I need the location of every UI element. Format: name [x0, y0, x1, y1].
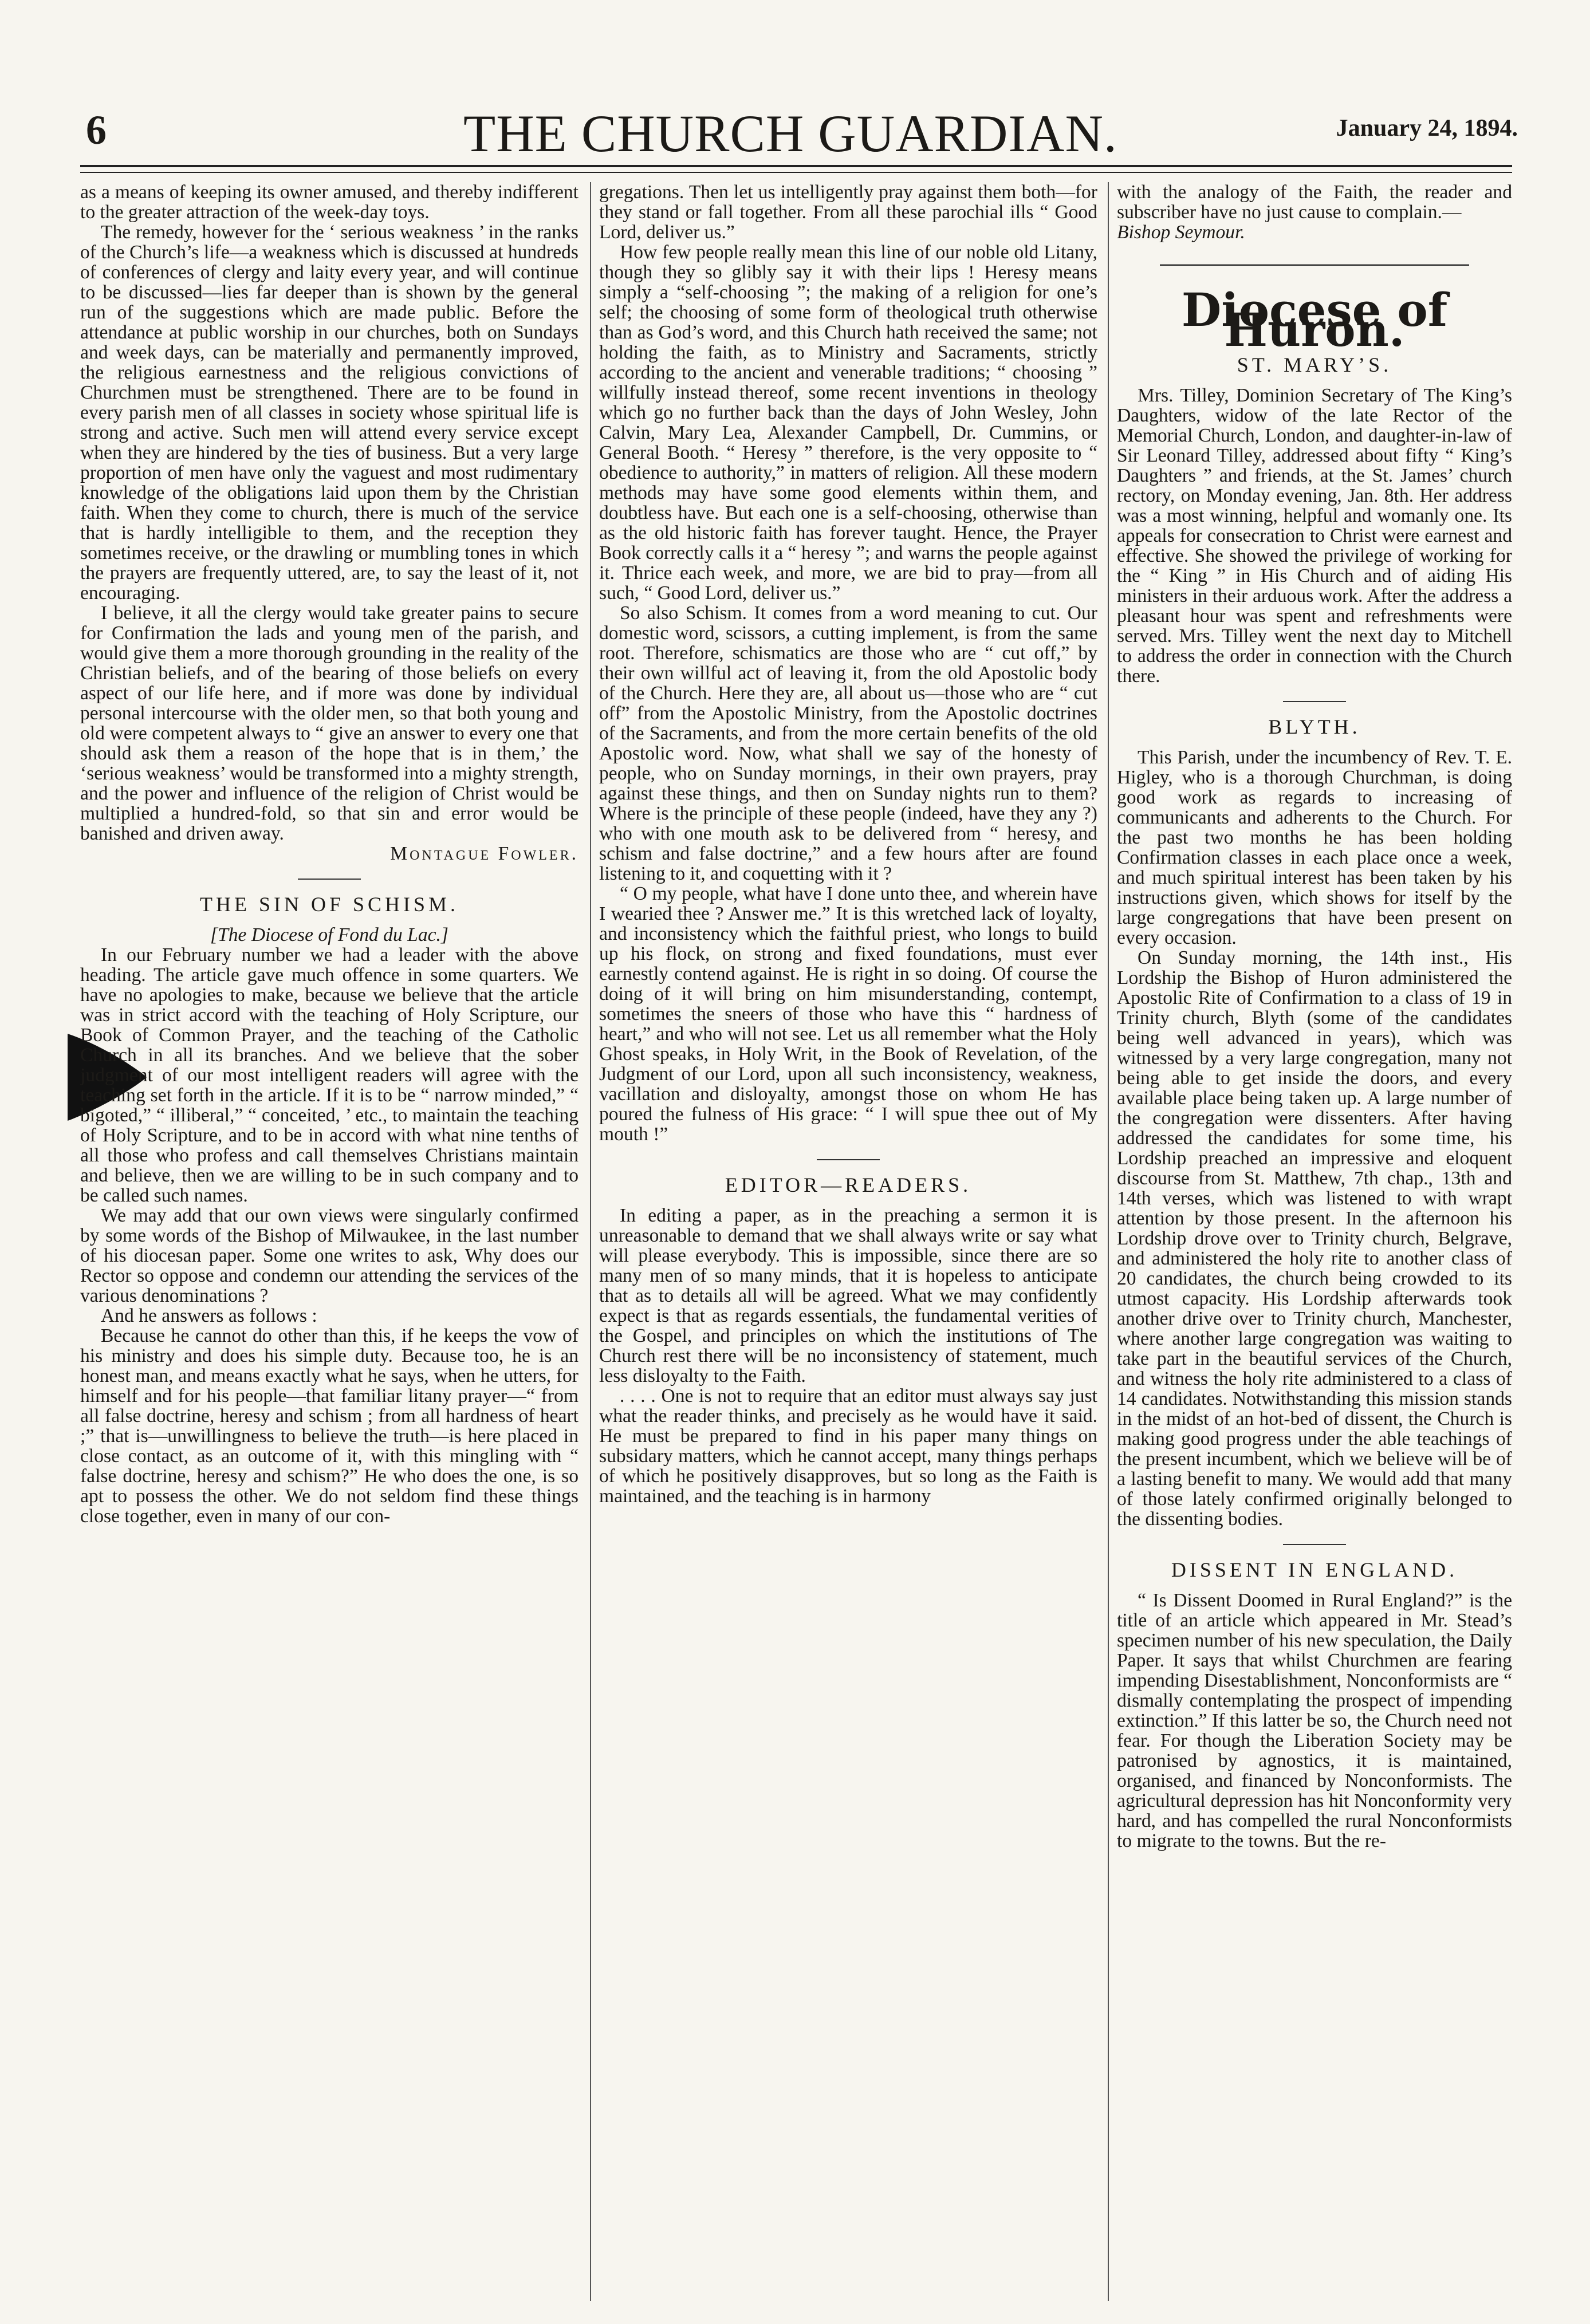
- signature-bishop-seymour: Bishop Seymour.: [1117, 222, 1245, 243]
- masthead-rule-lower: [80, 172, 1512, 173]
- section-rule: [817, 1159, 880, 1160]
- heading-diocese-of-huron: Diocese of Huron.: [1181, 283, 1448, 357]
- left-paragraph-3: I believe, it all the clergy would take greater pains to secure for Confirmation the lads and young men of the parish, and would give them a more thorough grounding in the reality of the Christian beliefs, and of the bearing of those beliefs on every aspect of our life here, and if more was done by individual personal intercourse with the older men, so that both young and old were competent always to “ give an answer to every one that should ask them a reason of the hope that is in them,’ the ‘serious weakness’ would be transformed into a mighty strength, and the power and influence of the religion of Christ would be multiplied a hundred-fold, so that sin and error would be banished and driven away.: [80, 602, 578, 844]
- right-paragraph-3: This Parish, under the incumbency of Rev. T. E. Higley, who is a thorough Churchman, is doing good work as regards to increasing of communicants and adherents to the Church. For the past two months he has been holding Confirmation classes in each place once a week, and much spiritual interest has been taken by his instructions given, which shows for itself by the large congregations that have been present on every occasion.: [1117, 747, 1512, 948]
- heading-editor-readers: EDITOR—READERS.: [725, 1173, 972, 1196]
- middle-paragraph-5: In editing a paper, as in the preaching a sermon it is unreasonable to demand that we shall always write or say what will please everybody. This is impossible, since there are so many men of so many minds, that it is hopeless to anticipate that as to details all will be agreed. What we may confidently expect is that as regards essentials, the fundamental verities of the Gospel, and principles on which the institutions of The Church rest there will be no inconsistency of statement, much less disloyalty to the Faith.: [599, 1205, 1097, 1386]
- middle-paragraph-6: . . . . One is not to require that an editor must always say just what the reader thinks, and precisely as he would have it said. He must be prepared to find in his paper many things on subsidary matters, which he cannot accept, many things perhaps of which he positively disapproves, but so long as the Faith is maintained, and the teaching is in harmony: [599, 1385, 1097, 1507]
- left-paragraph-7: Because he cannot do other than this, if he keeps the vow of his ministry and does his simple duty. Because too, he is an honest man, and means exactly what he says, when he utters, for himself and for his people—that familiar litany prayer—“ from all false doctrine, heresy and schism ; from all hardness of heart ;” that is—unwillingness to believe the truth—is here placed in close contact, as an outcome of it, with this mingling with “ false doctrine, heresy and schism?” He who does the one, is so apt to possess the other. We do not seldom find these things close together, even in many of our con-: [80, 1325, 578, 1527]
- section-rule: [1283, 1544, 1346, 1545]
- middle-paragraph-1: gregations. Then let us intelligently pray against them both—for they stand or fall together. From all these parochial ills “ Good Lord, deliver us.”: [599, 182, 1097, 243]
- signature-montague-fowler: Montague Fowler.: [390, 843, 578, 864]
- heading-dissent-in-england: DISSENT IN ENGLAND.: [1171, 1558, 1458, 1581]
- right-paragraph-1: with the analogy of the Faith, the reader and subscriber have no just cause to complain.—: [1117, 182, 1512, 223]
- left-paragraph-1: as a means of keeping its owner amused, and thereby indifferent to the greater attraction of the week-day toys.: [80, 182, 578, 223]
- heading-st-marys: ST. MARY’S.: [1237, 353, 1392, 376]
- left-paragraph-4: In our February number we had a leader with the above heading. The article gave much offence in some quarters. We have no apologies to make, because we believe that the article was in strict accord with the teaching of Holy Scripture, our Book of Common Prayer, and the teaching of the Catholic Church in all its branches. And we believe that the sober judgment of our most intelligent readers will agree with the teaching set forth in the article. If it is to be “ narrow minded,” “ bigoted,” “ illiberal,” “ conceited, ’ etc., to maintain the teaching of Holy Scripture, and to be in accord with what nine tenths of all those who profess and call themselves Christians maintain and believe, then we are willing to be in such company and to be called such names.: [80, 944, 578, 1206]
- issue-date: January 24, 1894.: [1336, 115, 1518, 141]
- middle-paragraph-2: How few people really mean this line of our noble old Litany, though they so glibly say it with their lips ! Heresy means simply a “self-choosing ”; the making of a religion for one’s self; the choosing of some form of theological truth otherwise than as God’s word, and this Church hath received the same; not holding the faith, as to Ministry and Sacraments, strictly according to the ancient and venerable traditions; “ choosing ” willfully instead thereof, some recent inventions in theology which go no further back than the days of John Wesley, John Calvin, Mary Lea, Alexander Campbell, Dr. Cummins, or General Booth. “ Heresy ” therefore, is the very opposite to “ obedience to authority,” in matters of religion. All these modern methods may have some good elements within them, and doubtless have. But each one is a self-choosing, otherwise than as the old historic faith has forever taught. Hence, the Prayer Book correctly calls it a “ heresy ”; and warns the people against it. Thrice each week, and more, we are bid to pray—from all such, “ Good Lord, deliver us.”: [599, 242, 1097, 604]
- newspaper-title: THE CHURCH GUARDIAN.: [463, 104, 1117, 163]
- masthead: [63, 103, 1518, 166]
- column-middle: [599, 182, 1097, 2301]
- column-left: [80, 182, 578, 2301]
- masthead-rule: [80, 165, 1512, 167]
- left-paragraph-6: And he answers as follows :: [101, 1305, 317, 1326]
- right-paragraph-4: On Sunday morning, the 14th inst., His Lordship the Bishop of Huron administered the Apostolic Rite of Confirmation to a class of 19 in Trinity church, Blyth (some of the candidates being well advanced in years), which was witnessed by a very large congregation, many not being able to get inside the doors, and every available place being taken up. A large number of the congregation were dissenters. After having addressed the candidates for some time, his Lordship preached an impressive and eloquent discourse from St. Matthew, 7th chap., 13th and 14th verses, which was listened to with wrapt attention by those present. In the afternoon his Lordship drove over to Trinity church, Belgrave, and administered the holy rite to another class of 20 candidates, the church being crowded to its utmost capacity. His Lordship afterwards took another drive over to Trinity church, Manchester, where another large congregation was waiting to take part in the beautiful services of the Church, and witness the holy rite administered to a class of 14 candidates. Notwithstanding this mission stands in the midst of an hot-bed of dissent, the Church is making good progress under the able teachings of the present incumbent, which we believe will be of a lasting benefit to many. We would add that many of those lately confirmed originally belonged to the dissenting bodies.: [1117, 947, 1512, 1530]
- column-right: [1117, 182, 1512, 2301]
- left-paragraph-2: The remedy, however for the ‘ serious weakness ’ in the ranks of the Church’s life—a weakness which is discussed at hundreds of conferences of clergy and laity every year, and will continue to be discussed—lies far deeper than is shown by the general run of the suggestions which are made public. Before the attendance at public worship in our churches, both on Sundays and week days, can be materially and permanently improved, the religious earnestness and the religious convictions of Churchmen must be strengthened. There are to be found in every parish men of all classes in society whose spiritual life is strong and active. Such men will attend every service except when they are hindered by the ties of business. But a very large proportion of men have only the vaguest and most rudimentary knowledge of the obligations laid upon them by the Christian faith. When they come to church, there is much of the service that is hardly intelligible to them, and the reception they sometimes receive, or the drawling or mumbling tones in which the prayers are frequently uttered, are, to say the least of it, not encouraging.: [80, 222, 578, 604]
- right-paragraph-5: “ Is Dissent Doomed in Rural England?” is the title of an article which appeared in Mr. Stead’s specimen number of his new speculation, the Daily Paper. It says that whilst Churchmen are fearing impending Disestablishment, Nonconformists are “ dismally contemplating the prospect of impending extinction.” If this latter be so, the Church need not fear. For though the Liberation Society may be patronised by agnostics, it is maintained, organised, and financed by Nonconformists. The agricultural depression has hit Nonconformity very hard, and has compelled the rural Nonconformists to migrate to the towns. But the re-: [1117, 1590, 1512, 1852]
- section-rule: [1283, 701, 1346, 702]
- source-citation: [The Diocese of Fond du Lac.]: [210, 924, 448, 946]
- column-divider: [590, 182, 591, 2301]
- middle-paragraph-4: “ O my people, what have I done unto thee, and wherein have I wearied thee ? Answer me.” It is this wretched lack of loyalty, and inconsistency which the faithful priest, who longs to build up his flock, on strong and fixed foundations, must ever earnestly contend against. He is right in so doing. Of course the doing of it will bring on him misunderstanding, contempt, sometimes the sneers of those who have this “ hardness of heart,” and who will not see. Let us all remember what the Holy Ghost speaks, in Holy Writ, in the Book of Revelation, of the Judgment of our Lord, upon all such inconsistency, weakness, vacillation and disloyalty, amongst those on whom He has poured the fulness of His grace: “ I will spue thee out of My mouth !”: [599, 883, 1097, 1145]
- right-paragraph-2: Mrs. Tilley, Dominion Secretary of The King’s Daughters, widow of the late Rector of the Memorial Church, London, and daughter-in-law of Sir Leonard Tilley, addressed about fifty “ King’s Daughters ” and friends, at the St. James’ church rectory, on Monday evening, Jan. 8th. Her address was a most winning, helpful and womanly one. Its appeals for consecration to Christ were earnest and effective. She showed the privilege of working for the “ King ” in His Church and of aiding His ministers in their arduous work. After the address a pleasant hour was spent and refreshments were served. Mrs. Tilley went the next day to Mitchell to address the order in connection with the Church there.: [1117, 385, 1512, 687]
- section-rule: [1160, 264, 1469, 266]
- left-paragraph-5: We may add that our own views were singularly confirmed by some words of the Bishop of Milwaukee, in the last number of his diocesan paper. Some one writes to ask, Why does our Rector so oppose and condemn our attending the services of the various denominations ?: [80, 1205, 578, 1306]
- page-number: 6: [86, 107, 107, 153]
- middle-paragraph-3: So also Schism. It comes from a word meaning to cut. Our domestic word, scissors, a cutting implement, is from the same root. Therefore, schismatics are those who are “ cut off,” by their own willful act of leaving it, from the old Apostolic body of the Church. Here they are, all about us—those who are “ cut off” from the Apostolic Ministry, from the Apostolic doctrines of the Sacraments, and from the more certain benefits of the old Apostolic word. Now, what shall we say of the honesty of people, who on Sunday mornings, in their own prayers, pray against these things, and then on Sunday nights run to them? Where is the principle of these people (indeed, have they any ?) who with one mouth ask to be delivered from “ heresy, and schism and false doctrine,” and a few hours after are found listening to it, and coquetting with it ?: [599, 602, 1097, 884]
- section-rule: [298, 879, 361, 880]
- heading-blyth: BLYTH.: [1268, 715, 1361, 738]
- column-divider: [1108, 182, 1109, 2301]
- heading-sin-of-schism: THE SIN OF SCHISM.: [199, 893, 459, 916]
